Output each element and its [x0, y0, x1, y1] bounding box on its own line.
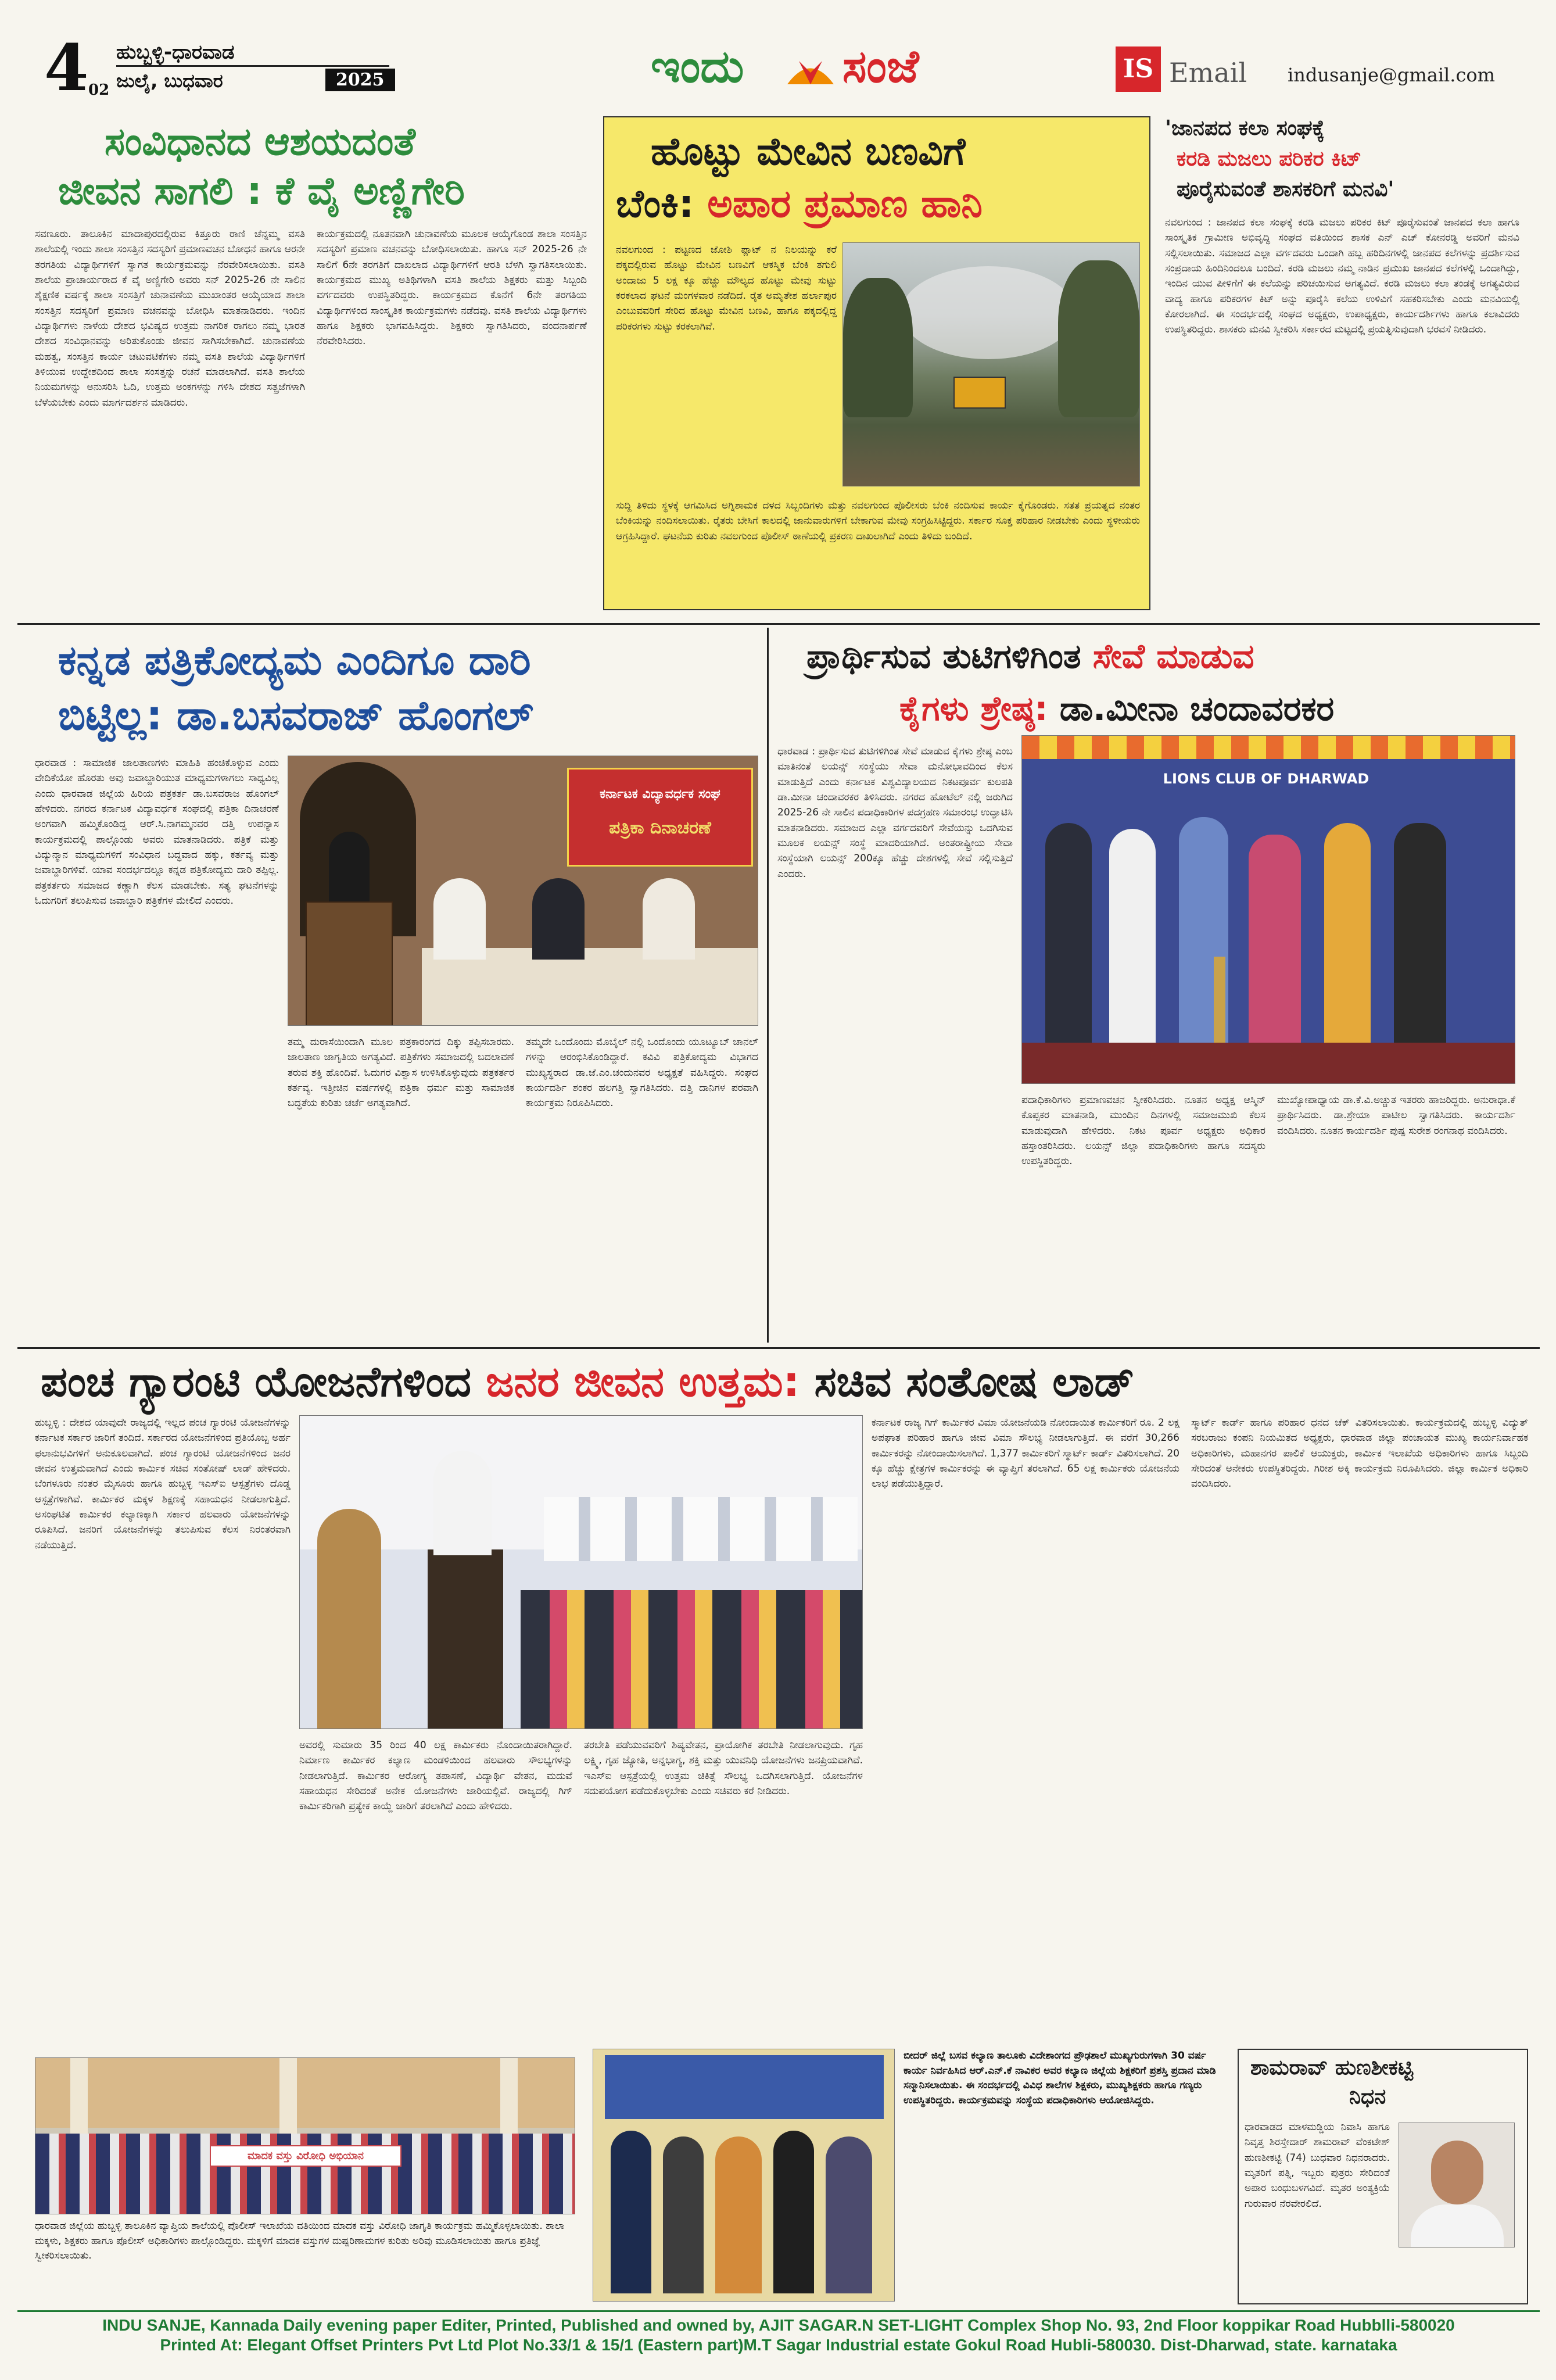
lions-banner: LIONS CLUB OF DHARWAD — [1163, 771, 1369, 787]
headline-line1: 'ಜಾನಪದ ಕಲಾ ಸಂಘಕ್ಕೆ — [1165, 116, 1325, 140]
guest-5 — [1324, 823, 1371, 1044]
divider-mid — [17, 1347, 1540, 1349]
headline-part-a: ಬೆಂಕಿ: — [616, 181, 694, 226]
fire-photo — [842, 242, 1140, 486]
article-body-col1: ಹುಬ್ಬಳ್ಳಿ : ದೇಶದ ಯಾವುದೇ ರಾಜ್ಯದಲ್ಲಿ ಇಲ್ಲದ ಪಂಚ ಗ್ಯಾರಂಟಿ ಯೋಜನೆಗಳನ್ನು ಕರ್ನಾಟಕ ಸರ್ಕಾರ ಜಾರಿಗೆ ತಂದಿದೆ. ಸರ್ಕಾರದ ಯೋಜನೆಗಳಿಂದ ಪ್ರತಿಯೊಬ್ಬ ಅರ್ಹ ಫಲಾನುಭವಿಗಳಿಗೆ ಅನುಕೂಲವಾಗಿದೆ. ಪಂಚ ಗ್ಯಾರಂಟಿ ಯೋಜನೆಗಳಿಂದ ಜನರ ಜೀವನ ಉತ್ತಮವಾಗಿದೆ ಎಂದು ಕಾರ್ಮಿಕ ಸಚಿವ ಸಂತೋಷ್ ಲಾಡ್ ಹೇಳಿದರು. ಬೆಂಗಳೂರು ನಂತರ ಮೈಸೂರು ಹಾಗೂ ಹುಬ್ಬಳ್ಳಿ ಇಎಸ್ಐ ಆಸ್ಪತ್ರೆಗಳು ದೊಡ್ಡ ಆಸ್ಪತ್ರೆಗಳಾಗಿವೆ. ಕಾರ್ಮಿಕರ ಮಕ್ಕಳ ಶಿಕ್ಷಣಕ್ಕೆ ಸಹಾಯಧನ ನೀಡಲಾಗುತ್ತಿದೆ. ಅಸಂಘಟಿತ ಕಾರ್ಮಿಕರ ಕಲ್ಯಾಣಕ್ಕಾಗಿ ಸರ್ಕಾರ ಹಲವಾರು ಯೋಜನೆಗಳನ್ನು ರೂಪಿಸಿದೆ. ಜನರಿಗೆ ಯೋಜನೆಗಳನ್ನು ತಲುಪಿಸುವ ಕೆಲಸ ನಿರಂತರವಾಗಿ ನಡೆಯುತ್ತಿದೆ. — [35, 1417, 291, 1551]
headline-line1 — [806, 636, 1254, 677]
person-4 — [773, 2131, 814, 2293]
is-logo: IS — [1116, 46, 1161, 92]
headline-part-c: ಸಚಿವ ಸಂತೋಷ ಲಾಡ್ — [814, 1357, 1135, 1406]
officer-left — [317, 1509, 381, 1729]
portrait-face — [1431, 2141, 1483, 2204]
lions-photo — [1021, 735, 1515, 1084]
story-police — [35, 2057, 575, 2302]
photo-caption: ಬೀದರ್ ಜಿಲ್ಲೆ ಬಸವ ಕಲ್ಯಾಣ ತಾಲೂಕು ವಿದೇಶಾಂಗದ ಪ್ರೌಢಶಾಲೆ ಮುಖ್ಯಗುರುಗಳಾಗಿ 30 ವರ್ಷ ಕಾರ್ಯ ನಿರ್ವಹಿಸಿದ ಆರ್.ಎನ್.ಕೆ ನಾವಿಕರ ಅವರ ಕಲ್ಯಾಣ ಜಿಲ್ಲೆಯ ಶಿಕ್ಷಕರಿಗೆ ಪ್ರಶಸ್ತಿ ಪ್ರದಾನ ಮಾಡಿ ಸನ್ಮಾನಿಸಲಾಯಿತು. ಈ ಸಂದರ್ಭದಲ್ಲಿ ವಿವಿಧ ಶಾಲೆಗಳ ಶಿಕ್ಷಕರು, ಮುಖ್ಯಶಿಕ್ಷಕರು ಹಾಗೂ ಗಣ್ಯರು ಉಪಸ್ಥಿತರಿದ್ದರು. ಕಾರ್ಯಕ್ರಮವನ್ನು ಸಂಸ್ಥೆಯ ಪದಾಧಿಕಾರಿಗಳು ಆಯೋಜಿಸಿದ್ದರು. — [904, 2050, 1216, 2106]
person-5 — [826, 2136, 872, 2293]
page-suffix: 02 — [88, 81, 110, 99]
minister — [433, 1451, 492, 1555]
story-karadi — [1165, 113, 1525, 619]
guest-2 — [1109, 829, 1156, 1044]
article-body-col5: ಸ್ಮಾರ್ಟ್ ಕಾರ್ಡ್ ಹಾಗೂ ಪರಿಹಾರ ಧನದ ಚೆಕ್ ವಿತರಿಸಲಾಯಿತು. ಕಾರ್ಯಕ್ರಮದಲ್ಲಿ ಹುಬ್ಬಳ್ಳಿ ವಿದ್ಯುತ್ ಸರಬರಾಜು ಕಂಪನಿ ನಿಯಮಿತದ ಅಧ್ಯಕ್ಷರು, ಧಾರವಾಡ ಜಿಲ್ಲಾ ಪಂಚಾಯತ ಮುಖ್ಯ ಕಾರ್ಯನಿರ್ವಾಹಕ ಅಧಿಕಾರಿಗಳು, ಮಹಾನಗರ ಪಾಲಿಕೆ ಆಯುಕ್ತರು, ಕಾರ್ಮಿಕ ಇಲಾಖೆಯ ಅಧಿಕಾರಿಗಳು ಹಾಗೂ ಸಿಬ್ಬಂದಿ ಸೇರಿದಂತೆ ಅನೇಕರು ಉಪಸ್ಥಿತರಿದ್ದರು. ಗಿರೀಶ ಅಕ್ಕಿ ಕಾರ್ಯಕ್ರಮ ನಿರೂಪಿಸಿದರು. ಜಿಲ್ಲಾ ಕಾರ್ಮಿಕ ಅಧಿಕಾರಿ ವಂದಿಸಿದರು. — [1191, 1417, 1528, 1490]
anti-drug-banner: ಮಾದಕ ವಸ್ತು ವಿರೋಧಿ ಅಭಿಯಾನ — [210, 2145, 401, 2167]
article-body-col1: ಧಾರವಾಡ : ಸಾಮಾಜಿಕ ಜಾಲತಾಣಗಳು ಮಾಹಿತಿ ಹಂಚಿಕೊಳ್ಳುವ ಎಂದು ವೇದಿಕೆಯೋ ಹೊರತು ಅವು ಜವಾಬ್ದಾರಿಯುತ ಮಾಧ್ಯಮಗಳಾಗಲು ಸಾಧ್ಯವಿಲ್ಲ ಎಂದು ಧಾರವಾಡ ಜಿಲ್ಲೆಯ ಹಿರಿಯ ಪತ್ರಕರ್ತ ಡಾ.ಬಸವರಾಜ ಹೊಂಗಲ್ ಹೇಳಿದರು. ನಗರದ ಕರ್ನಾಟಕ ವಿದ್ಯಾವರ್ಧಕ ಸಂಘದಲ್ಲಿ ಪತ್ರಿಕಾ ದಿನಾಚರಣೆ ಅಂಗವಾಗಿ ಹಮ್ಮಿಕೊಂಡಿದ್ದ ಆರ್.ಸಿ.ನಾಗಮ್ಮನವರ ದತ್ತಿ ಉಪನ್ಯಾಸ ಕಾರ್ಯಕ್ರಮದಲ್ಲಿ ಪಾಲ್ಗೊಂಡು ಅವರು ಮಾತನಾಡಿದರು. ಪತ್ರಿಕೆ ಮತ್ತು ವಿದ್ಯುನ್ಮಾನ ಮಾಧ್ಯಮಗಳಿಗೆ ಸಂವಿಧಾನ ಬದ್ಧವಾದ ಹಕ್ಕು, ಕರ್ತವ್ಯ ಮತ್ತು ಜವಾಬ್ದಾರಿಗಳಿವೆ. ಯಾವ ಸಂದರ್ಭದಲ್ಲೂ ಕನ್ನಡ ಪತ್ರಿಕೋದ್ಯಮ ದಾರಿ ತಪ್ಪಿಲ್ಲ. ಪತ್ರಕರ್ತರು ಸಮಾಜದ ಕಣ್ಣಾಗಿ ಕೆಲಸ ಮಾಡಬೇಕು. ಸತ್ಯ ಘಟನೆಗಳನ್ನು ಓದುಗರಿಗೆ ತಲುಪಿಸುವ ಜವಾಬ್ದಾರಿ ಪತ್ರಿಕೆಗಳ ಮೇಲಿದೆ ಎಂದರು. — [35, 757, 279, 907]
article-body-col1: ಧಾರವಾಡ : ಪ್ರಾರ್ಥಿಸುವ ತುಟಿಗಳಿಗಿಂತ ಸೇವೆ ಮಾಡುವ ಕೈಗಳು ಶ್ರೇಷ್ಠ ಎಂಬ ಮಾತಿನಂತೆ ಲಯನ್ಸ್ ಸಂಸ್ಥೆಯು ಸೇವಾ ಮನೋಭಾವದಿಂದ ಕೆಲಸ ಮಾಡುತ್ತಿದೆ ಎಂದು ಕರ್ನಾಟಕ ವಿಶ್ವವಿದ್ಯಾಲಯದ ನಿಕಟಪೂರ್ವ ಕುಲಪತಿ ಡಾ.ಮೀನಾ ಚಂದಾವರಕರ ತಿಳಿಸಿದರು. ನಗರದ ಹೋಟೆಲ್ ನಲ್ಲಿ ಜರುಗಿದ 2025-26 ನೇ ಸಾಲಿನ ಪದಾಧಿಕಾರಿಗಳ ಪದಗ್ರಹಣ ಸಮಾರಂಭ ಉದ್ಘಾಟಿಸಿ ಮಾತನಾಡಿದರು. ಸಮಾಜದ ಎಲ್ಲಾ ವರ್ಗದವರಿಗೆ ಸೇವೆಯನ್ನು ಒದಗಿಸುವ ಮೂಲಕ ಲಯನ್ಸ್ ಸಂಸ್ಥೆ ಮಾದರಿಯಾಗಿದೆ. ಅಂತರಾಷ್ಟ್ರೀಯ ಸೇವಾ ಸಂಸ್ಥೆಯಾಗಿ ಲಯನ್ಸ್ 200ಕ್ಕೂ ಹೆಚ್ಚು ದೇಶಗಳಲ್ಲಿ ಸೇವೆ ಸಲ್ಲಿಸುತ್ತಿದೆ ಎಂದರು. — [777, 746, 1013, 880]
headline-line1: ಸಂವಿಧಾನದ ಆಶಯದಂತೆ — [105, 119, 416, 164]
headline-part-d: ಡಾ.ಮೀನಾ ಚಂದಾವರಕರ — [1059, 689, 1335, 728]
story-fire — [603, 116, 1150, 610]
person-2 — [663, 2136, 704, 2293]
footer-rule — [17, 2310, 1540, 2312]
paper-name-right: ಸಂಜೆ — [842, 41, 919, 93]
headline-line3: ಪೂರೈಸುವಂತೆ ಶಾಸಕರಿಗೆ ಮನವಿ' — [1177, 177, 1394, 201]
minister-photo — [299, 1415, 863, 1729]
obituary-portrait — [1399, 2123, 1515, 2247]
article-body: ನವಲಗುಂದ : ಜಾನಪದ ಕಲಾ ಸಂಘಕ್ಕೆ ಕರಡಿ ಮಜಲು ಪರಿಕರ ಕಿಟ್ ಪೂರೈಸುವಂತೆ ಜಾನಪದ ಕಲಾ ಹಾಗೂ ಸಾಂಸ್ಕೃತಿಕ ಗ್ರಾಮೀಣ ಅಭಿವೃದ್ಧಿ ಸಂಘದ ವತಿಯಿಂದ ಶಾಸಕ ಎನ್ ಎಚ್ ಕೋನರಡ್ಡಿ ಅವರಿಗೆ ಮನವಿ ಸಲ್ಲಿಸಲಾಯಿತು. ಸಮಾಜದ ಎಲ್ಲಾ ವರ್ಗದವರು ಒಂದಾಗಿ ಹಬ್ಬ ಹರಿದಿನಗಳಲ್ಲಿ ಜಾನಪದ ಕಲೆಗಳನ್ನು ಪ್ರದರ್ಶಿಸುವ ಸಂಪ್ರದಾಯ ಹಿಂದಿನಿಂದಲೂ ಬಂದಿದೆ. ಕರಡಿ ಮಜಲು ನಮ್ಮ ನಾಡಿನ ಪ್ರಮುಖ ಜಾನಪದ ಕಲೆಗಳಲ್ಲಿ ಒಂದಾಗಿದ್ದು, ಇಂದಿನ ಯುವ ಪೀಳಿಗೆಗೆ ಈ ಕಲೆಯನ್ನು ಪರಿಚಯಿಸುವ ಅಗತ್ಯವಿದೆ. ಕರಡಿ ಮಜಲು ಕಲಾ ತಂಡಕ್ಕೆ ಅಗತ್ಯವಿರುವ ವಾದ್ಯ ಹಾಗೂ ಪರಿಕರಗಳ ಕಿಟ್ ಅನ್ನು ಪೂರೈಸಿ ಕಲೆಯ ಉಳಿವಿಗೆ ಸಹಕರಿಸಬೇಕು ಎಂದು ಮನವಿಯಲ್ಲಿ ಕೋರಲಾಗಿದೆ. ಈ ಸಂದರ್ಭದಲ್ಲಿ ಸಂಘದ ಅಧ್ಯಕ್ಷರು, ಉಪಾಧ್ಯಕ್ಷರು, ಕಾರ್ಯದರ್ಶಿಗಳು ಹಾಗೂ ಕಲಾವಿದರು ಉಪಸ್ಥಿತರಿದ್ದರು. ಶಾಸಕರು ಮನವಿ ಸ್ವೀಕರಿಸಿ ಸರ್ಕಾರದ ಮಟ್ಟದಲ್ಲಿ ಪ್ರಯತ್ನಿಸುವುದಾಗಿ ಭರವಸೆ ನೀಡಿದರು. — [1165, 217, 1519, 336]
person-3 — [715, 2136, 762, 2293]
tree-right — [1058, 260, 1139, 417]
headline — [41, 1357, 1134, 1407]
story-meena — [777, 628, 1527, 1343]
stage-flowers — [1022, 736, 1515, 759]
guest-1 — [1045, 823, 1092, 1044]
obituary — [1238, 2049, 1528, 2304]
obituary-headline-line2: ನಿಧನ — [1349, 2085, 1386, 2109]
article-body-col1: ಸವಣೂರು. ತಾಲೂಕಿನ ಮಾದಾಪುರದಲ್ಲಿರುವ ಕಿತ್ತೂರು ರಾಣಿ ಚೆನ್ನಮ್ಮ ವಸತಿ ಶಾಲೆಯಲ್ಲಿ ಇಂದು ಶಾಲಾ ಸಂಸತ್ತಿನ ಸದಸ್ಯರಿಗೆ ಪ್ರಮಾಣವಚನ ಬೋಧನೆ ಹಾಗೂ ಆರನೇ ತರಗತಿಯ ವಿದ್ಯಾರ್ಥಿಗಳಿಗೆ ಸ್ವಾಗತ ಕಾರ್ಯಕ್ರಮವನ್ನು ನೆರವೇರಿಸಲಾಯಿತು. ವಸತಿ ಶಾಲೆಯ ಪ್ರಾಚಾರ್ಯರಾದ ಕೆ ವೈ ಅಣ್ಣಿಗೇರಿ ಅವರು ಸನ್ 2025-26 ನೇ ಸಾಲಿನ ಶೈಕ್ಷಣಿಕ ವರ್ಷಕ್ಕೆ ಶಾಲಾ ಸಂಸತ್ತಿಗೆ ಚುನಾವಣೆಯ ಮುಖಾಂತರ ಆಯ್ಕೆಯಾದ ಶಾಲಾ ಸಂಸತ್ತಿನ ಸದಸ್ಯರಿಗೆ ಪ್ರಮಾಣ ವಚನವನ್ನು ಬೋಧಿಸಿ ಮಾತನಾಡಿದರು. ಇಂದಿನ ವಿದ್ಯಾರ್ಥಿಗಳು ನಾಳೆಯ ದೇಶದ ಭವಿಷ್ಯದ ಉತ್ತಮ ನಾಗರಿಕ ರಾಗಲು ನಮ್ಮ ಭಾರತ ದೇಶದ ಸಂವಿಧಾನವನ್ನು ಅರಿತುಕೊಂಡು ಜೀವನ ಸಾಗಿಸಬೇಕಾಗಿದೆ. ಚುನಾವಣೆಯ ಮಹತ್ವ, ಸಂಸತ್ತಿನ ಕಾರ್ಯ ಚಟುವಟಿಕೆಗಳು ನಮ್ಮ ವಸತಿ ಶಾಲೆಯ ವಿದ್ಯಾರ್ಥಿಗಳಿಗೆ ತಿಳಿಯುವ ಉದ್ದೇಶದಿಂದ ಶಾಲಾ ಸಂಸತ್ತನ್ನು ರಚನೆ ಮಾಡಲಾಗಿದೆ. ವಸತಿ ಶಾಲೆಯ ನಿಯಮಗಳನ್ನು ಅನುಸರಿಸಿ ಓದಿ, ಉತ್ತಮ ಅಂಕಗಳನ್ನು ಗಳಿಸಿ ದೇಶದ ಸತ್ಪ್ರಜೆಗಳಾಗಿ ಬೆಳೆಯಬೇಕು ಎಂದು ಮಾರ್ಗದರ್ಶನ ಮಾಡಿದರು. — [35, 228, 305, 409]
footer-line2: Printed At: Elegant Offset Printers Pvt Ltd Plot No.33/1 & 15/1 (Eastern part)M.T Sagar Industrial estate Gokul Road Hubli-580030. Dist-Dharwad, state. karnataka — [160, 2336, 1397, 2354]
tree-left — [843, 278, 913, 417]
guest-row — [544, 1497, 858, 1561]
headline-part-a: ಪ್ರಾರ್ಥಿಸುವ ತುಟಿಗಳಿಗಿಂತ — [806, 636, 1081, 676]
obituary-body: ಧಾರವಾಡದ ಮಾಳಮಡ್ಡಿಯ ನಿವಾಸಿ ಹಾಗೂ ನಿವೃತ್ತ ಶಿರಸ್ತೇದಾರ್ ಶಾಮರಾವ್ ವೆಂಕಟೇಶ್ ಹುಣಶೀಕಟ್ಟಿ (74) ಬುಧವಾರ ನಿಧನರಾದರು. ಮೃತರಿಗೆ ಪತ್ನಿ, ಇಬ್ಬರು ಪುತ್ರರು ಸೇರಿದಂತೆ ಅಪಾರ ಬಂಧುಬಳಗವಿದೆ. ಮೃತರ ಅಂತ್ಯಕ್ರಿಯೆ ಗುರುವಾರ ನೆರವೇರಲಿದೆ. — [1245, 2121, 1390, 2210]
banner — [567, 768, 753, 867]
story-award — [593, 2049, 1220, 2304]
page-number: 4 — [44, 30, 89, 105]
school-photo — [35, 2057, 575, 2214]
email-address[interactable]: indusanje@gmail.com — [1288, 64, 1495, 86]
sun-icon — [784, 52, 837, 93]
guest-1 — [433, 878, 486, 960]
portrait-shirt — [1411, 2204, 1504, 2247]
article-body-col2: ಅವರಲ್ಲಿ ಸುಮಾರು 35 ರಿಂದ 40 ಲಕ್ಷ ಕಾರ್ಮಿಕರು ನೊಂದಾಯಿತರಾಗಿದ್ದಾರೆ. ನಿರ್ಮಾಣ ಕಾರ್ಮಿಕರ ಕಲ್ಯಾಣ ಮಂಡಳಿಯಿಂದ ಹಲವಾರು ಸೌಲಭ್ಯಗಳನ್ನು ನೀಡಲಾಗುತ್ತಿದೆ. ಕಾರ್ಮಿಕರ ಆರೋಗ್ಯ ತಪಾಸಣೆ, ವಿದ್ಯಾರ್ಥಿ ವೇತನ, ಮದುವೆ ಸಹಾಯಧನ ಸೇರಿದಂತೆ ಅನೇಕ ಯೋಜನೆಗಳು ಜಾರಿಯಲ್ಲಿವೆ. ರಾಜ್ಯದಲ್ಲಿ ಗಿಗ್ ಕಾರ್ಮಿಕರಿಗಾಗಿ ಪ್ರತ್ಯೇಕ ಕಾಯ್ದೆ ಜಾರಿಗೆ ತರಲಾಗಿದೆ ಎಂದು ಹೇಳಿದರು. — [299, 1740, 572, 1813]
masthead-cities: ಹುಬ್ಬಳ್ಳಿ-ಧಾರವಾಡ — [116, 41, 235, 64]
headline-line2 — [616, 181, 983, 227]
dais-table — [422, 948, 758, 1026]
smoke — [901, 266, 1075, 359]
story-patrikodyama — [35, 628, 758, 1343]
guest-4 — [1249, 835, 1301, 1044]
speaker — [329, 832, 370, 901]
article-body-col1: ನವಲಗುಂದ : ಪಟ್ಟಣದ ಜೋಶಿ ಪ್ಲಾಟ್ ನ ನಿಲಯನ್ನು ಕರೆ ಪಕ್ಕದಲ್ಲಿರುವ ಹೊಟ್ಟು ಮೇವಿನ ಬಣವಿಗೆ ಆಕಸ್ಮಿಕ ಬೆಂಕಿ ತಗುಲಿ ಅಂದಾಜು 5 ಲಕ್ಷ ಕ್ಕೂ ಹೆಚ್ಚು ಮೌಲ್ಯದ ಹೊಟ್ಟು ಮೇವು ಸುಟ್ಟು ಕರಕಲಾದ ಘಟನೆ ಮಂಗಳವಾರ ನಡೆದಿದೆ. ರೈತ ಅಮೃತೇಶ ಹರ್ಲಾಪುರ ಎಂಬುವವರಿಗೆ ಸೇರಿದ ಹೊಟ್ಟು ಮೇವಿನ ಬಣವಿ, ಹಾಗೂ ಪಕ್ಕದಲ್ಲಿದ್ದ ಪರಿಕರಗಳು ಸುಟ್ಟು ಕರಕಲಾಗಿವೆ. — [616, 244, 837, 332]
article-body-col2: ಪದಾಧಿಕಾರಿಗಳು ಪ್ರಮಾಣವಚನ ಸ್ವೀಕರಿಸಿದರು. ನೂತನ ಅಧ್ಯಕ್ಷ ಆಸ್ಮಿನ್ ಕೊಪ್ಪಕರ ಮಾತನಾಡಿ, ಮುಂದಿನ ದಿನಗಳಲ್ಲಿ ಸಮಾಜಮುಖಿ ಕೆಲಸ ಮಾಡುವುದಾಗಿ ಹೇಳಿದರು. ನಿಕಟ ಪೂರ್ವ ಅಧ್ಯಕ್ಷರು ಅಧಿಕಾರ ಹಸ್ತಾಂತರಿಸಿದರು. ಲಯನ್ಸ್ ಜಿಲ್ಲಾ ಪದಾಧಿಕಾರಿಗಳು ಹಾಗೂ ಸದಸ್ಯರು ಉಪಸ್ಥಿತರಿದ್ದರು. — [1021, 1094, 1265, 1168]
headline-line2: ಜೀವನ ಸಾಗಲಿ : ಕೆ ವೈ ಅಣ್ಣಿಗೇರಿ — [58, 169, 465, 213]
guest-2 — [532, 878, 585, 960]
email-label: Email — [1169, 57, 1247, 88]
person-1 — [611, 2131, 651, 2293]
headline-part-b: ಅಪಾರ ಪ್ರಮಾಣ ಹಾನಿ — [707, 181, 983, 226]
award-photo — [593, 2049, 895, 2302]
headline-line2: ಬಿಟ್ಟಿಲ್ಲ: ಡಾ.ಬಸವರಾಜ್ ಹೊಂಗಲ್ — [58, 692, 533, 739]
headline-line2: ಕರಡಿ ಮಜಲು ಪರಿಕರ ಕಿಟ್ — [1177, 147, 1362, 171]
obituary-headline-line1: ಶಾಮರಾವ್ ಹುಣಶೀಕಟ್ಟಿ — [1250, 2056, 1414, 2080]
divider-top — [17, 623, 1540, 625]
headline-part-c: ಕೈಗಳು ಶ್ರೇಷ್ಠ: — [899, 689, 1048, 728]
headline-line2 — [899, 689, 1334, 729]
audience — [521, 1590, 863, 1729]
headline-line1: ಹೊಟ್ಟು ಮೇವಿನ ಬಣವಿಗೆ — [651, 129, 966, 174]
event-photo — [288, 756, 758, 1026]
podium — [428, 1549, 503, 1729]
article-body-col3-visible: ಕರ್ನಾಟಕ ರಾಜ್ಯ ಗಿಗ್ ಕಾರ್ಮಿಕರ ವಿಮಾ ಯೋಜನೆಯಡಿ ನೋಂದಾಯಿತ ಕಾರ್ಮಿಕರಿಗೆ ರೂ. 2 ಲಕ್ಷ ಅಪಘಾತ ಪರಿಹಾರ ಹಾಗೂ ಜೀವ ವಿಮಾ ಸೌಲಭ್ಯ ನೀಡಲಾಗುತ್ತಿದೆ. ಈ ವರೆಗೆ 30,266 ಕಾರ್ಮಿಕರನ್ನು ನೋಂದಾಯಿಸಲಾಗಿದೆ. 1,377 ಕಾರ್ಮಿಕರಿಗೆ ಸ್ಮಾರ್ಟ್ ಕಾರ್ಡ್ ವಿತರಿಸಲಾಗಿದೆ. 20 ಕ್ಕೂ ಹೆಚ್ಚು ಕ್ಷೇತ್ರಗಳ ಕಾರ್ಮಿಕರನ್ನು ಈ ವ್ಯಾಪ್ತಿಗೆ ತರಲಾಗಿದೆ. 65 ಲಕ್ಷ ಕಾರ್ಮಿಕರು ಯೋಜನೆಯ ಲಾಭ ಪಡೆಯುತ್ತಿದ್ದಾರೆ. — [872, 1417, 1179, 1490]
masthead-date: ಜುಲೈ, ಬುಧವಾರ — [116, 70, 223, 92]
headline-part-a: ಪಂಚ ಗ್ಯಾರಂಟಿ ಯೋಜನೆಗಳಿಂದ — [41, 1357, 472, 1406]
stage-floor — [1022, 1043, 1515, 1083]
article-body-col2: ತಮ್ಮ ದುರಾಸೆಯಿಂದಾಗಿ ಮೂಲ ಪತ್ರಕಾರಂಗದ ದಿಕ್ಕು ತಪ್ಪಿಸಬಾರದು. ಜಾಲತಾಣ ಜಾಗೃತಿಯ ಅಗತ್ಯವಿದೆ. ಪತ್ರಿಕೆಗಳು ಸಮಾಜದಲ್ಲಿ ಬದಲಾವಣೆ ತರುವ ಶಕ್ತಿ ಹೊಂದಿವೆ. ಓದುಗರ ವಿಶ್ವಾಸ ಉಳಿಸಿಕೊಳ್ಳುವುದು ಪತ್ರಕರ್ತರ ಕರ್ತವ್ಯ. ಇತ್ತೀಚಿನ ವರ್ಷಗಳಲ್ಲಿ ಪತ್ರಿಕಾ ಧರ್ಮ ಮತ್ತು ಸಾಮಾಜಿಕ ಬದ್ಧತೆಯ ಕುರಿತು ಚರ್ಚೆ ಅಗತ್ಯವಾಗಿದೆ. — [288, 1036, 514, 1110]
masthead-rule — [116, 65, 389, 67]
banner-line1: ಕರ್ನಾಟಕ ವಿದ್ಯಾವರ್ಧಕ ಸಂಘ — [600, 787, 720, 801]
article-body-full: ಸುದ್ದಿ ತಿಳಿದು ಸ್ಥಳಕ್ಕೆ ಆಗಮಿಸಿದ ಅಗ್ನಿಶಾಮಕ ದಳದ ಸಿಬ್ಬಂದಿಗಳು ಮತ್ತು ನವಲಗುಂದ ಪೊಲೀಸರು ಬೆಂಕಿ ನಂದಿಸುವ ಕಾರ್ಯ ಕೈಗೊಂಡರು. ಸತತ ಪ್ರಯತ್ನದ ನಂತರ ಬೆಂಕಿಯನ್ನು ನಂದಿಸಲಾಯಿತು. ರೈತರು ಬೇಸಿಗೆ ಕಾಲದಲ್ಲಿ ಜಾನುವಾರುಗಳಿಗೆ ಬೇಕಾಗುವ ಮೇವು ಸಂಗ್ರಹಿಸಿಟ್ಟಿದ್ದರು. ಸರ್ಕಾರ ಸೂಕ್ತ ಪರಿಹಾರ ನೀಡಬೇಕು ಎಂದು ಸ್ಥಳೀಯರು ಆಗ್ರಹಿಸಿದ್ದಾರೆ. ಘಟನೆಯ ಕುರಿತು ನವಲಗುಂದ ಪೊಲೀಸ್ ಠಾಣೆಯಲ್ಲಿ ಪ್ರಕರಣ ದಾಖಲಾಗಿದೆ ಎಂದು ತಿಳಿದು ಬಂದಿದೆ. — [616, 500, 1140, 542]
headline-part-b: ಸೇವೆ ಮಾಡುವ — [1092, 636, 1254, 676]
excavator — [953, 377, 1006, 409]
backdrop-banner — [605, 2055, 884, 2119]
headline-part-b: ಜನರ ಜೀವನ ಉತ್ತಮ: — [486, 1357, 800, 1406]
article-body-col4-visible: ತರಬೇತಿ ಪಡೆಯುವವರಿಗೆ ಶಿಷ್ಯವೇತನ, ಪ್ರಾಯೋಗಿಕ ತರಬೇತಿ ನೀಡಲಾಗುವುದು. ಗೃಹ ಲಕ್ಷ್ಮಿ, ಗೃಹ ಜ್ಯೋತಿ, ಅನ್ನಭಾಗ್ಯ, ಶಕ್ತಿ ಮತ್ತು ಯುವನಿಧಿ ಯೋಜನೆಗಳು ಜನಪ್ರಿಯವಾಗಿವೆ. ಇಎಸ್ಐ ಆಸ್ಪತ್ರೆಯಲ್ಲಿ ಉತ್ತಮ ಚಿಕಿತ್ಸೆ ಸೌಲಭ್ಯ ಒದಗಿಸಲಾಗುತ್ತಿದೆ. ಯೋಜನೆಗಳ ಸದುಪಯೋಗ ಪಡೆದುಕೊಳ್ಳಬೇಕು ಎಂದು ಸಚಿವರು ಕರೆ ನೀಡಿದರು. — [584, 1740, 863, 1798]
photo-caption: ಧಾರವಾಡ ಜಿಲ್ಲೆಯ ಹುಬ್ಬಳ್ಳಿ ತಾಲೂಕಿನ ವ್ಯಾಪ್ತಿಯ ಶಾಲೆಯಲ್ಲಿ ಪೊಲೀಸ್ ಇಲಾಖೆಯ ವತಿಯಿಂದ ಮಾದಕ ವಸ್ತು ವಿರೋಧಿ ಜಾಗೃತಿ ಕಾರ್ಯಕ್ರಮ ಹಮ್ಮಿಕೊಳ್ಳಲಾಯಿತು. ಶಾಲಾ ಮಕ್ಕಳು, ಶಿಕ್ಷಕರು ಹಾಗೂ ಪೊಲೀಸ್ ಅಧಿಕಾರಿಗಳು ಪಾಲ್ಗೊಂಡಿದ್ದರು. ಮಕ್ಕಳಿಗೆ ಮಾದಕ ವಸ್ತುಗಳ ದುಷ್ಪರಿಣಾಮಗಳ ಕುರಿತು ಅರಿವು ಮೂಡಿಸಲಾಯಿತು ಹಾಗೂ ಪ್ರತಿಜ್ಞೆ ಸ್ವೀಕರಿಸಲಾಯಿತು. — [35, 2220, 565, 2261]
paper-logo — [651, 41, 976, 105]
article-body-col3: ಮುಖ್ಯೋಪಾಧ್ಯಾಯ ಡಾ.ಕೆ.ವಿ.ಅಚ್ಚುತ ಇತರರು ಹಾಜರಿದ್ದರು. ಅನುರಾಧಾ.ಕೆ ಪ್ರಾರ್ಥಿಸಿದರು. ಡಾ.ಶ್ರೇಯಾ ಪಾಟೀಲ ಸ್ವಾಗತಿಸಿದರು. ಕಾರ್ಯದರ್ಶಿ ವಂದಿಸಿದರು. ನೂತನ ಕಾರ್ಯದರ್ಶಿ ಪುಷ್ಪ ಸುರೇಶ ರಂಗನಾಥ ವಂದಿಸಿದರು. — [1277, 1094, 1515, 1137]
masthead-year: 2025 — [325, 69, 395, 91]
headline-line1: ಕನ್ನಡ ಪತ್ರಿಕೋದ್ಯಮ ಎಂದಿಗೂ ದಾರಿ — [58, 636, 531, 684]
masthead — [0, 0, 1556, 116]
banner-line2: ಪತ್ರಿಕಾ ದಿನಾಚರಣೆ — [609, 818, 711, 838]
article-body-col3: ತಮ್ಮದೇ ಒಂದೊಂದು ಮೊಬೈಲ್ ನಲ್ಲಿ ಒಂದೊಂದು ಯೂಟ್ಯೂಬ್ ಚಾನಲ್ ಗಳನ್ನು ಆರಂಭಿಸಿಕೊಂಡಿದ್ದಾರೆ. ಕವಿವಿ ಪತ್ರಿಕೋದ್ಯಮ ವಿಭಾಗದ ಮುಖ್ಯಸ್ಥರಾದ ಡಾ.ಜೆ.ಎಂ.ಚಂದುನವರ ಅಧ್ಯಕ್ಷತೆ ವಹಿಸಿದ್ದರು. ಸಂಘದ ಕಾರ್ಯದರ್ಶಿ ಶಂಕರ ಹಲಗತ್ತಿ ಸ್ವಾಗತಿಸಿದರು. ದತ್ತಿ ದಾನಿಗಳ ಪರವಾಗಿ ಕಾರ್ಯಕ್ರಮ ನಿರೂಪಿಸಿದರು. — [526, 1036, 758, 1110]
podium — [306, 901, 393, 1026]
paper-name-left: ಇಂದು — [651, 41, 744, 93]
building — [35, 2058, 575, 2128]
article-body-col2: ಕಾರ್ಯಕ್ರಮದಲ್ಲಿ ನೂತನವಾಗಿ ಚುನಾವಣೆಯ ಮೂಲಕ ಆಯ್ಕೆಗೊಂಡ ಶಾಲಾ ಸಂಸತ್ತಿನ ಸದಸ್ಯರಿಗೆ ಪ್ರಮಾಣ ವಚನವನ್ನು ಬೋಧಿಸಲಾಯಿತು. ಹಾಗೂ ಸನ್ 2025-26 ನೇ ಸಾಲಿಗೆ 6ನೇ ತರಗತಿಗೆ ದಾಖಲಾದ ವಿದ್ಯಾರ್ಥಿಗಳಿಗೆ ಆರತಿ ಬೆಳಗಿ ಸ್ವಾಗತಿಸಲಾಯಿತು. ಕಾರ್ಯಕ್ರಮದ ಮುಖ್ಯ ಅತಿಥಿಗಳಾಗಿ ವಸತಿ ಶಾಲೆಯ ಶಿಕ್ಷಕರು ಮತ್ತು ಸಿಬ್ಬಂದಿ ವರ್ಗದವರು ಉಪಸ್ಥಿತರಿದ್ದರು. ಕಾರ್ಯಕ್ರಮದ ಕೊನೆಗೆ 6ನೇ ತರಗತಿಯ ವಿದ್ಯಾರ್ಥಿಗಳಿಂದ ಸಾಂಸ್ಕೃತಿಕ ಕಾರ್ಯಕ್ರಮಗಳು ನಡೆದವು. ವಸತಿ ಶಾಲೆಯ ವಿದ್ಯಾರ್ಥಿಗಳು ಹಾಗೂ ಶಿಕ್ಷಕರು ಭಾಗವಹಿಸಿದ್ದರು. ಶಿಕ್ಷಕರು ಸ್ವಾಗತಿಸಿದರು, ವಂದನಾರ್ಪಣೆ ನೆರವೇರಿಸಿದರು. — [317, 228, 587, 348]
footer-line1: INDU SANJE, Kannada Daily evening paper Editer, Printed, Published and owned by, AJIT SAGAR.N SET-LIGHT Complex Shop No. 93, 2nd Floor koppikar Road Hubblli-580020 — [102, 2316, 1455, 2334]
guest-3 — [643, 878, 695, 960]
story-samvidhana — [35, 113, 596, 619]
footer — [17, 2310, 1540, 2357]
guest-6 — [1394, 823, 1446, 1044]
divider-vertical-mid — [767, 628, 769, 1343]
